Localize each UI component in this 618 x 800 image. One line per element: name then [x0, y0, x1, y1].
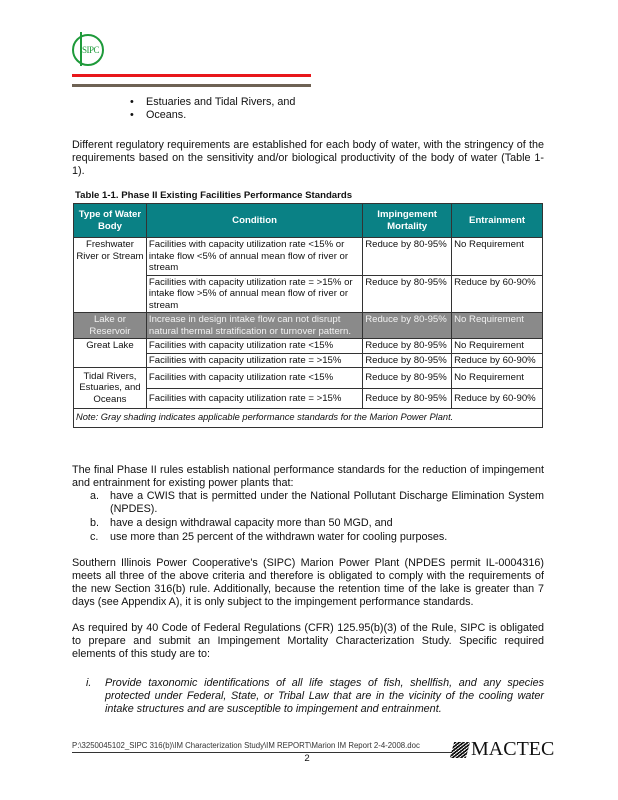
- header-rule-brown: [72, 84, 311, 87]
- paragraph-cfr-requirement: As required by 40 Code of Federal Regulations (CFR) 125.95(b)(3) of the Rule, SIPC is obligated to prepare and submit an Impingement Mortality Characterization Study. Specific required elements of this study are to:: [72, 622, 544, 660]
- column-header: Impingement Mortality: [363, 204, 452, 238]
- criteria-item: [72, 517, 544, 530]
- criteria-text: have a design withdrawal capacity more than 50 MGD, and: [110, 517, 393, 529]
- table-row: [74, 368, 543, 389]
- condition-cell: Facilities with capacity utilization rate = >15%: [146, 388, 362, 409]
- list-marker: c.: [90, 531, 99, 543]
- criteria-text: have a CWIS that is permitted under the National Pollutant Discharge Elimination System (NPDES).: [110, 490, 544, 515]
- footer-file-path: P:\3250045102_SIPC 316(b)\IM Characterization Study\IM REPORT\Marion IM Report 2-4-2008.doc: [72, 741, 420, 750]
- mactec-wordmark: MACTEC: [471, 738, 555, 760]
- logo-bar-icon: [80, 32, 82, 66]
- table-caption: Table 1-1. Phase II Existing Facilities Performance Standards: [75, 190, 353, 201]
- table-note: Note: Gray shading indicates applicable performance standards for the Marion Power Plant.: [74, 409, 543, 428]
- condition-cell: Facilities with capacity utilization rate <15% or intake flow <5% of annual mean flow of river or stream: [146, 238, 362, 276]
- water-body-bullet-list: [130, 96, 295, 122]
- criteria-text: use more than 25 percent of the withdrawn water for cooling purposes.: [110, 531, 448, 543]
- logo-text: SIPC: [81, 45, 99, 55]
- mactec-mark-icon: [450, 742, 470, 758]
- paragraph-sipc-marion: Southern Illinois Power Cooperative's (SIPC) Marion Power Plant (NPDES permit IL-0004316) meets all three of the above criteria and therefore is obligated to comply with the requirements of the new Section 316(b) rule. Additionally, because the retention time of the lake is greater than 7 days (see Appendix A), it is only subject to the impingement performance standards.: [72, 557, 544, 608]
- paragraph-phase-ii: The final Phase II rules establish national performance standards for the reduction of impingement and entrainment for existing power plants that:: [72, 464, 544, 489]
- column-header: Entrainment: [452, 204, 543, 238]
- criteria-item: [72, 531, 544, 544]
- column-header: Condition: [146, 204, 362, 238]
- impingement-cell: Reduce by 80-95%: [363, 388, 452, 409]
- condition-cell: Facilities with capacity utilization rate = >15%: [146, 353, 362, 368]
- requirements-list: [72, 677, 544, 716]
- entrainment-cell: No Requirement: [452, 313, 543, 339]
- water-body-cell: Freshwater River or Stream: [74, 238, 147, 313]
- entrainment-cell: Reduce by 60-90%: [452, 388, 543, 409]
- impingement-cell: Reduce by 80-95%: [363, 238, 452, 276]
- impingement-cell: Reduce by 80-95%: [363, 275, 452, 313]
- requirement-text: Provide taxonomic identifications of all life stages of fish, shellfish, and any species protected under Federal, State, or Tribal Law that are in the vicinity of the cooling water intake structures and are susceptible to impingement and entrainment.: [105, 677, 544, 715]
- page-number: 2: [304, 753, 310, 764]
- water-body-cell: Tidal Rivers, Estuaries, and Oceans: [74, 368, 147, 409]
- table-row: [74, 238, 543, 276]
- entrainment-cell: No Requirement: [452, 238, 543, 276]
- entrainment-cell: Reduce by 60-90%: [452, 353, 543, 368]
- table-note-row: [74, 409, 543, 428]
- entrainment-cell: No Requirement: [452, 368, 543, 389]
- water-body-cell: Lake or Reservoir: [74, 313, 147, 339]
- table-row: [74, 339, 543, 354]
- impingement-cell: Reduce by 80-95%: [363, 368, 452, 389]
- impingement-cell: Reduce by 80-95%: [363, 339, 452, 354]
- header-rule-red: [72, 74, 311, 77]
- water-body-cell: Great Lake: [74, 339, 147, 368]
- impingement-cell: Reduce by 80-95%: [363, 353, 452, 368]
- list-marker: b.: [90, 517, 100, 529]
- condition-cell: Facilities with capacity utilization rate <15%: [146, 339, 362, 354]
- criteria-item: [72, 490, 544, 516]
- entrainment-cell: No Requirement: [452, 339, 543, 354]
- mactec-logo: [452, 738, 554, 761]
- condition-cell: Facilities with capacity utilization rate = >15% or intake flow >5% of annual mean flow of river or stream: [146, 275, 362, 313]
- column-header: Type of Water Body: [74, 204, 147, 238]
- table-header-row: [74, 204, 543, 238]
- condition-cell: Facilities with capacity utilization rate <15%: [146, 368, 362, 389]
- requirement-item: [72, 677, 544, 716]
- bullet-item: • Estuaries and Tidal Rivers, and: [130, 96, 295, 109]
- sipc-logo: [72, 34, 104, 66]
- performance-standards-table: [73, 203, 543, 428]
- criteria-list: [72, 490, 544, 545]
- paragraph-regulatory: Different regulatory requirements are established for each body of water, with the stringency of the requirements based on the sensitivity and/or biological productivity of the body of water (Table 1-1).: [72, 139, 544, 177]
- bullet-item: • Oceans.: [130, 109, 295, 122]
- table-row-shaded: [74, 313, 543, 339]
- list-marker: i.: [86, 677, 92, 689]
- list-marker: a.: [90, 490, 100, 502]
- impingement-cell: Reduce by 80-95%: [363, 313, 452, 339]
- entrainment-cell: Reduce by 60-90%: [452, 275, 543, 313]
- condition-cell: Increase in design intake flow can not disrupt natural thermal stratification or turnover pattern.: [146, 313, 362, 339]
